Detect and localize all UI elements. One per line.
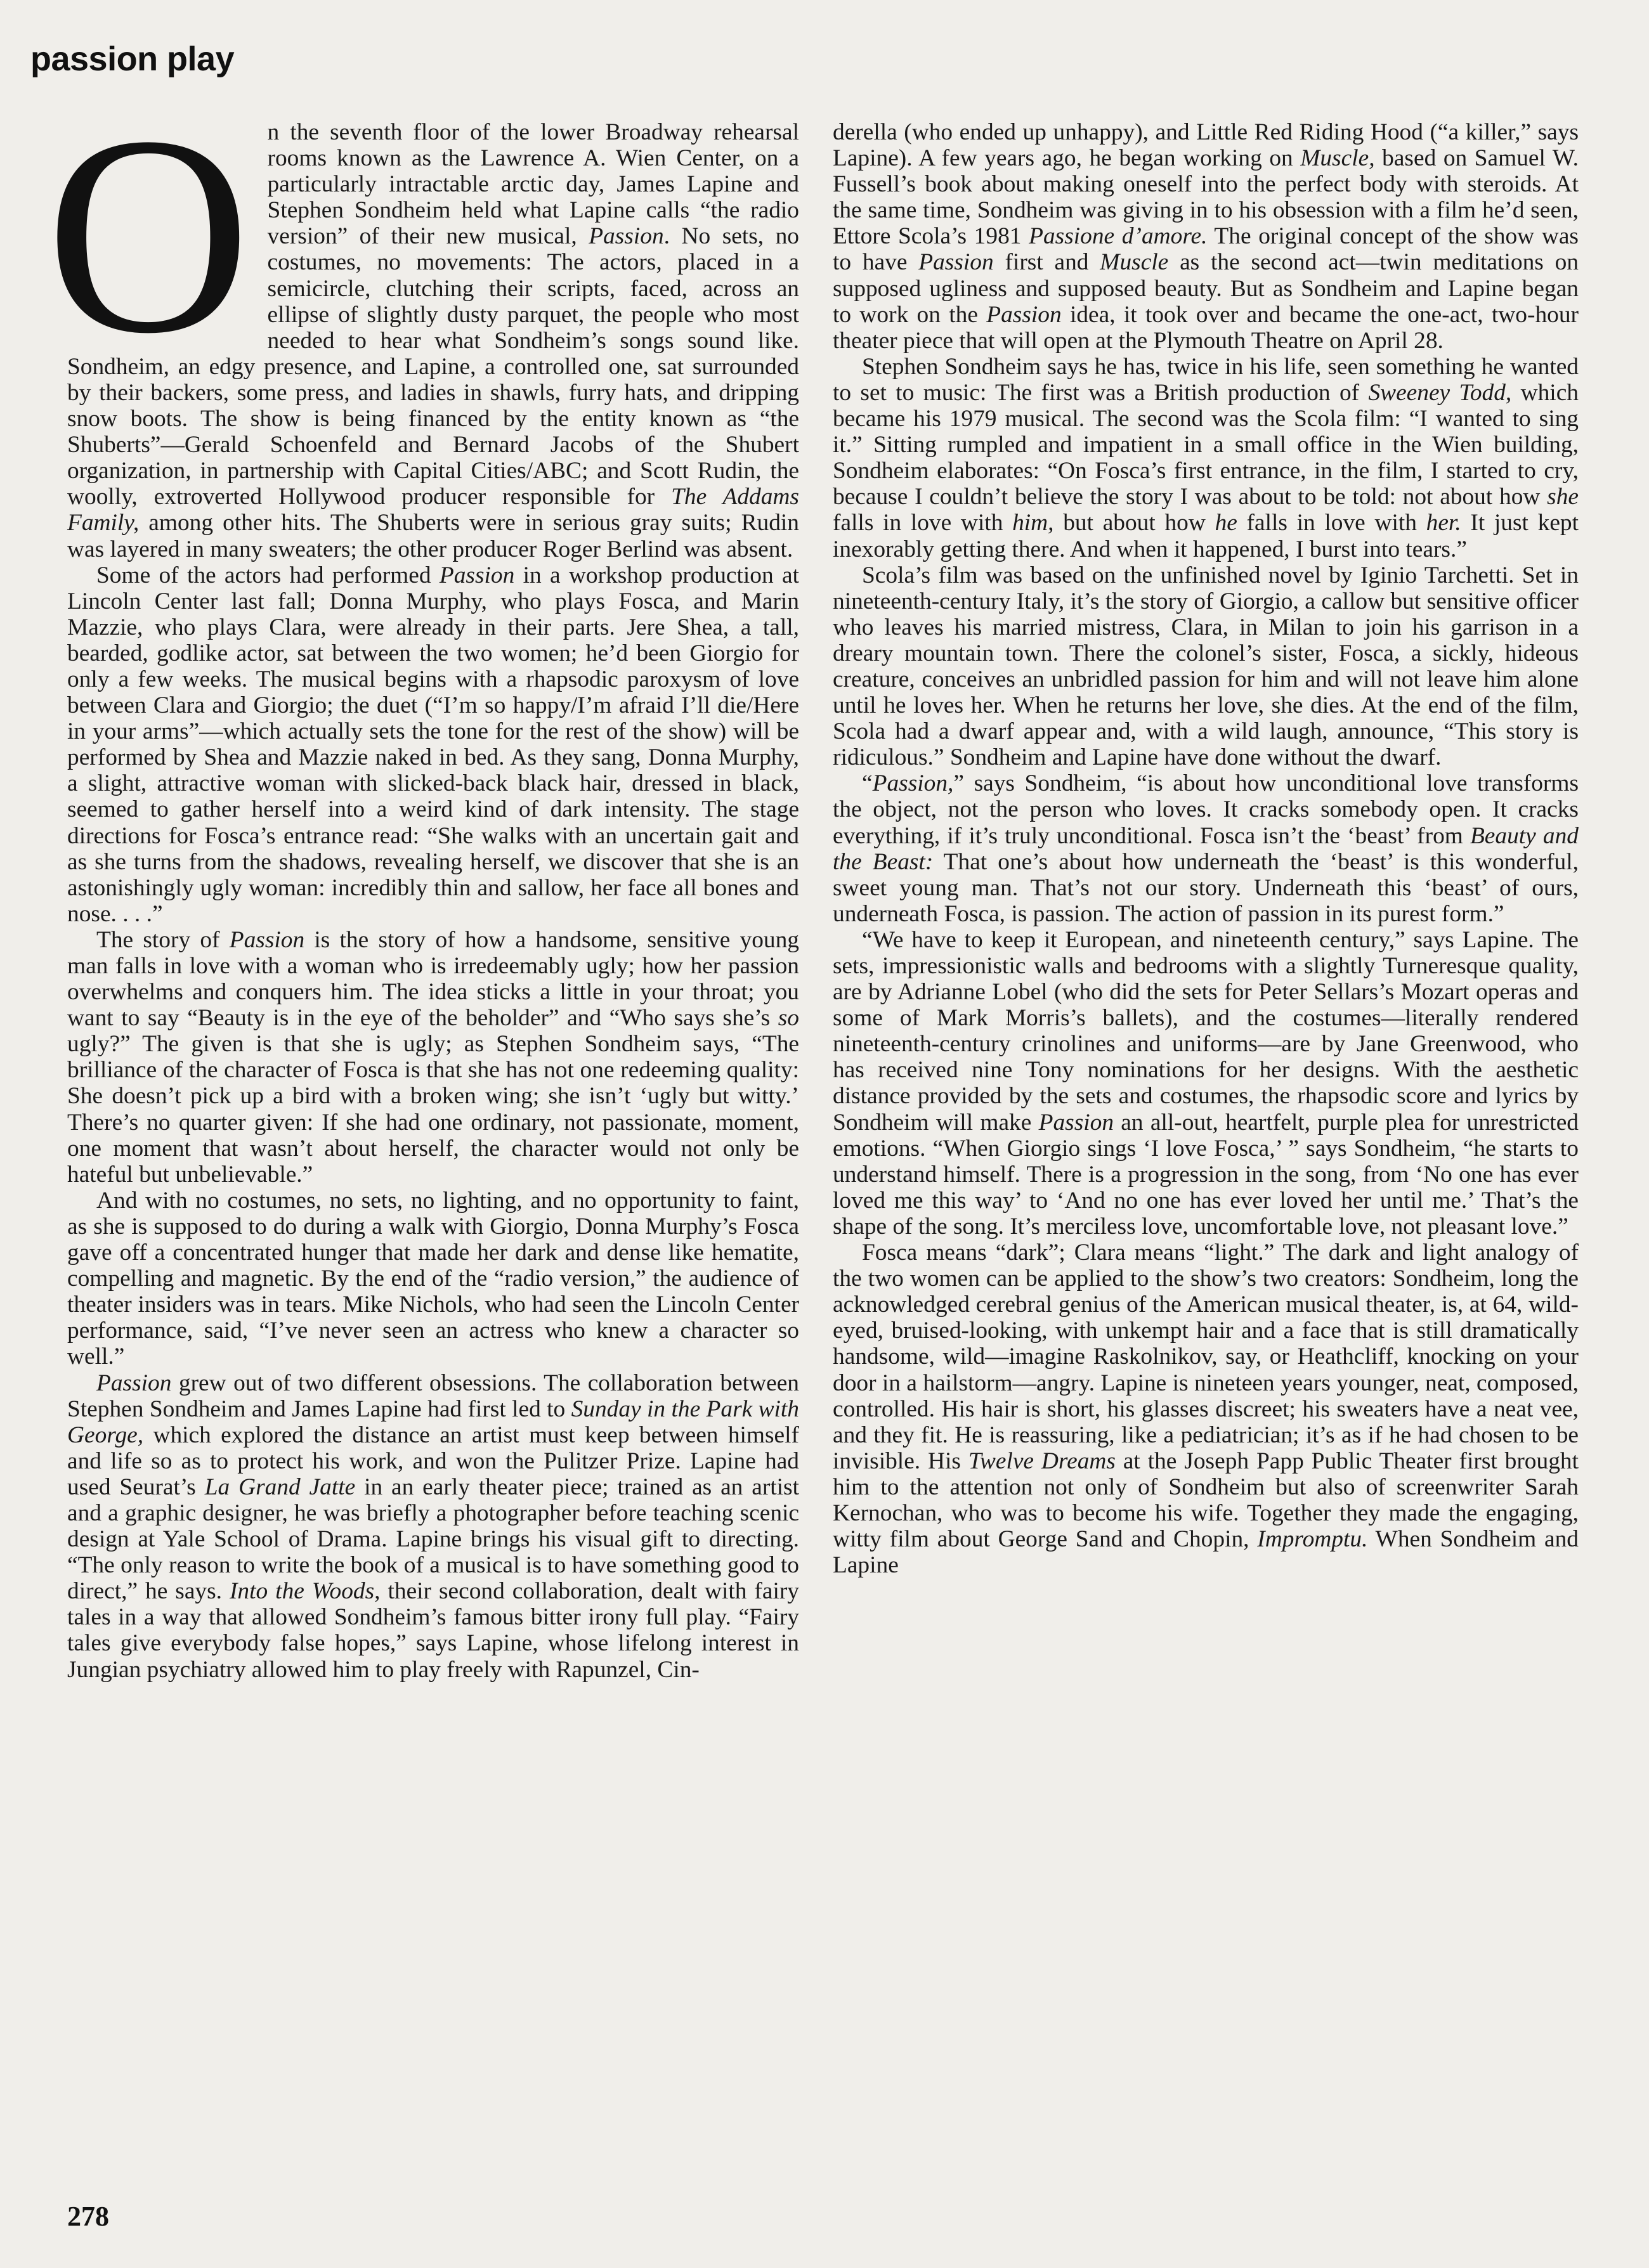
section-title: passion play (30, 40, 235, 78)
article-paragraph: Fosca means “dark”; Clara means “light.” The dark and light analogy of the two women can be applied to the show’s two creators: Sondheim, long the acknowledged cerebral genius of the American musical theater, is, at 64, wild-eyed, bruised-looking, with unkempt hair and a face that is still dramatically handsome, wild—imagine Raskolnikov, say, or Heathcliff, knocking on your door in a hailstorm—angry. Lapine is nineteen years younger, neat, composed, controlled. His hair is short, his glasses discreet; his sweaters have a neat vee, and they fit. He is reassuring, like a pediatrician; it’s as if he had chosen to be invisible. His Twelve Dreams at the Joseph Papp Public Theater first brought him to the attention not only of Sondheim but also of screenwriter Sarah Kernochan, who was to become his wife. Together they made the engaging, witty film about George Sand and Chopin, Impromptu. When Sondheim and Lapine (833, 1240, 1579, 1579)
article-paragraph: Some of the actors had performed Passion in a workshop production at Lincoln Center last fall; Donna Murphy, who plays Fosca, and Marin Mazzie, who plays Clara, were already in their parts. Jere Shea, a tall, bearded, godlike actor, sat between the two women; he’d been Giorgio for only a few weeks. The musical begins with a rhapsodic paroxysm of love between Clara and Giorgio; the duet (“I’m so happy/I’m afraid I’ll die/Here in your arms”—which actually sets the tone for the rest of the show) will be performed by Shea and Mazzie naked in bed. As they sang, Donna Murphy, a slight, attractive woman with slicked-back black hair, dressed in black, seemed to gather herself into a weird kind of dark intensity. The stage directions for Fosca’s entrance read: “She walks with an uncertain gait and as she turns from the shadows, revealing herself, we discover that she is an astonishingly ugly woman: incredibly thin and sallow, her face all bones and nose. . . .” (67, 562, 799, 927)
drop-cap: O (46, 77, 251, 392)
article-paragraph: Stephen Sondheim says he has, twice in his life, seen something he wanted to set to music: The first was a British production of Sweeney Todd, which became his 1979 musical. The second was the Scola film: “I wanted to sing it.” Sitting rumpled and impatient in a small office in the Wien building, Sondheim elaborates: “On Fosca’s first entrance, in the film, I started to cry, because I couldn’t believe the story I was about to be told: not about how she falls in love with him, but about how he falls in love with her. It just kept inexorably getting there. And when it happened, I burst into tears.” (833, 353, 1579, 562)
article-paragraph: Scola’s film was based on the unfinished novel by Iginio Tarchetti. Set in nineteenth-century Italy, it’s the story of Giorgio, a callow but sensitive officer who leaves his married mistress, Clara, in Milan to join his garrison in a dreary mountain town. There the colonel’s sister, Fosca, a sickly, hideous creature, conceives an unbridled passion for him and will not leave him alone until he loves her. When he returns her love, she dies. At the end of the film, Scola had a dwarf appear and, with a wild laugh, announce, “This story is ridiculous.” Sondheim and Lapine have done without the dwarf. (833, 562, 1579, 771)
article-paragraph: derella (who ended up unhappy), and Little Red Riding Hood (“a killer,” says Lapine). A few years ago, he began working on Muscle, based on Samuel W. Fussell’s book about making oneself into the perfect body with steroids. At the same time, Sondheim was giving in to his obsession with a film he’d seen, Ettore Scola’s 1981 Passione d’amore. The original concept of the show was to have Passion first and Muscle as the second act—twin meditations on supposed ugliness and supposed beauty. But as Sondheim and Lapine began to work on the Passion idea, it took over and became the one-act, two-hour theater piece that will open at the Plymouth Theatre on April 28. (833, 119, 1579, 354)
article-paragraph: “Passion,” says Sondheim, “is about how unconditional love transforms the object, not the person who loves. It cracks somebody open. It cracks everything, if it’s truly unconditional. Fosca isn’t the ‘beast’ from Beauty and the Beast: That one’s about how underneath the ‘beast’ is this wonderful, sweet young man. That’s not our story. Underneath this ‘beast’ of ours, underneath Fosca, is passion. The action of passion in its purest form.” (833, 770, 1579, 927)
page-number: 278 (67, 2201, 109, 2232)
article-column-left (46, 77, 800, 1683)
article-paragraph (46, 77, 800, 562)
paragraph-text: n the seventh floor of the lower Broadway rehearsal rooms known as the Lawrence A. Wien Center, on a particularly intractable arctic day, James Lapine and Stephen Sondheim held what Lapine calls “the radio version” of their new musical, Passion. No sets, no costumes, no movements: The actors, placed in a semicircle, clutching their scripts, faced, across an ellipse of slightly dusty parquet, the people who most needed to hear what Sondheim’s songs sound like. Sondheim, an edgy presence, and Lapine, a controlled one, sat surrounded by their backers, some press, and ladies in shawls, furry hats, and dripping snow boots. The show is being financed by the entity known as “the Shuberts”—Gerald Schoenfeld and Bernard Jacobs of the Shubert organization, in partnership with Capital Cities/ABC; and Scott Rudin, the woolly, extroverted Hollywood producer responsible for The Addams Family, among other hits. The Shuberts were in serious gray suits; Rudin was layered in many sweaters; the other producer Roger Berlind was absent. (67, 119, 800, 562)
article-paragraph: And with no costumes, no sets, no lighting, and no opportunity to faint, as she is supposed to do during a walk with Giorgio, Donna Murphy’s Fosca gave off a concentrated hunger that made her dark and dense like hematite, compelling and magnetic. By the end of the “radio version,” the audience of theater insiders was in tears. Mike Nichols, who had seen the Lincoln Center performance, said, “I’ve never seen an actress who knew a character so well.” (67, 1187, 799, 1370)
article-paragraph: “We have to keep it European, and nineteenth century,” says Lapine. The sets, impressionistic walls and bedrooms with a slightly Turneresque quality, are by Adrianne Lobel (who did the sets for Peter Sellars’s Mozart operas and some of Mark Morris’s ballets), and the costumes—literally rendered nineteenth-century crinolines and uniforms—are by Jane Greenwood, who has received nine Tony nominations for her designs. With the aesthetic distance provided by the sets and costumes, the rhapsodic score and lyrics by Sondheim will make Passion an all-out, heartfelt, purple plea for unrestricted emotions. “When Giorgio sings ‘I love Fosca,’ ” says Sondheim, “he starts to understand himself. There is a progression in the song, from ‘No one has ever loved me this way’ to ‘And no one has ever loved her until me.’ That’s the shape of the song. It’s merciless love, uncomfortable love, not pleasant love.” (833, 926, 1579, 1240)
article-column-right (833, 119, 1579, 1578)
article-paragraph: Passion grew out of two different obsessions. The collaboration between Stephen Sondheim and James Lapine had first led to Sunday in the Park with George, which explored the distance an artist must keep between himself and life so as to protect his work, and won the Pulitzer Prize. Lapine had used Seurat’s La Grand Jatte in an early theater piece; trained as an artist and a graphic designer, he was briefly a photographer before teaching scenic design at Yale School of Drama. Lapine brings his visual gift to directing. “The only reason to write the book of a musical is to have something good to direct,” he says. Into the Woods, their second collaboration, dealt with fairy tales in a way that allowed Sondheim’s famous bitter irony full play. “Fairy tales give everybody false hopes,” says Lapine, whose lifelong interest in Jungian psychiatry allowed him to play freely with Rapunzel, Cin- (67, 1370, 799, 1683)
article-paragraph: The story of Passion is the story of how a handsome, sensitive young man falls in love with a woman who is irredeemably ugly; how her passion overwhelms and conquers him. The idea sticks a little in your throat; you want to say “Beauty is in the eye of the beholder” and “Who says she’s so ugly?” The given is that she is ugly; as Stephen Sondheim says, “The brilliance of the character of Fosca is that she has not one redeeming quality: She doesn’t pick up a bird with a broken wing; she isn’t ‘ugly but witty.’ There’s no quarter given: If she had one ordinary, not passionate, moment, one moment that wasn’t about herself, the character would not only be hateful but unbelievable.” (67, 926, 799, 1188)
